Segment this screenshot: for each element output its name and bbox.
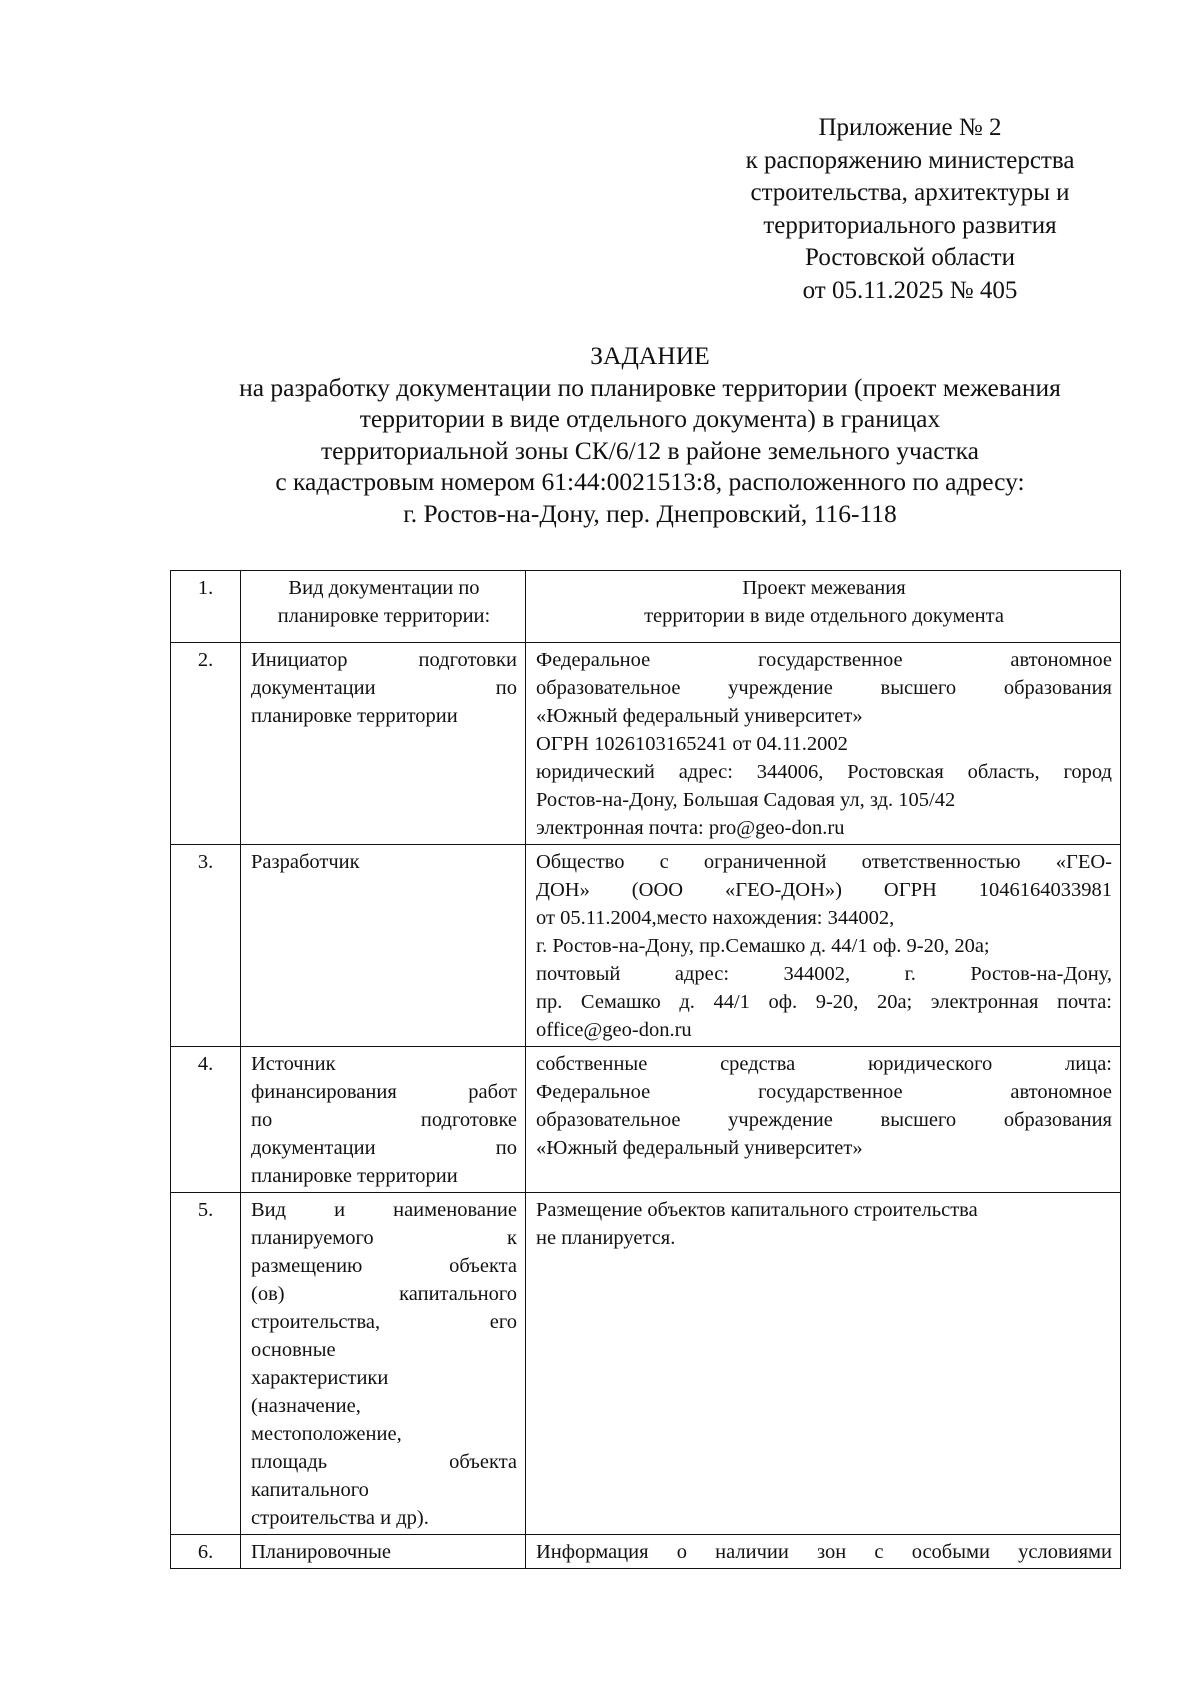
- row-value-line: «Южный федеральный университет»: [536, 1137, 863, 1159]
- row-value-line: ОГРН 1026103165241 от 04.11.2002: [536, 733, 848, 755]
- row-value-line: собственные средства юридического лица:: [536, 1053, 1112, 1075]
- row-value-line: образовательное учреждение высшего образования: [536, 1109, 1112, 1131]
- row-label: [241, 1193, 526, 1535]
- row-label-line: (ов) капитального: [251, 1283, 517, 1305]
- row-label: [241, 1047, 526, 1193]
- table-row: [171, 571, 1121, 643]
- row-label-line: по подготовке: [251, 1109, 517, 1131]
- row-value: [526, 1193, 1121, 1535]
- row-value-line: Информация о наличии зон с особыми условиями: [536, 1541, 1112, 1563]
- title-heading: ЗАДАНИЕ: [590, 341, 710, 370]
- row-value-line: не планируется.: [536, 1227, 676, 1249]
- row-label: [241, 643, 526, 845]
- title-line: г. Ростов-на-Дону, пер. Днепровский, 116-118: [403, 498, 897, 528]
- appendix-header-line: территориального развития: [763, 211, 1057, 239]
- title-line: территории в виде отдельного документа) в границах: [359, 404, 941, 433]
- row-label-line: размещению объекта: [251, 1255, 517, 1277]
- row-label-line: Вид документации по: [288, 577, 480, 599]
- row-number: 6.: [171, 1535, 241, 1569]
- row-value-line: г. Ростов-на-Дону, пр.Семашко д. 44/1 оф. 9-20, 20а;: [536, 935, 990, 957]
- row-label-line: планируемого к: [251, 1227, 517, 1249]
- appendix-header-line: от 05.11.2025 № 405: [802, 276, 1018, 304]
- row-value-line: образовательное учреждение высшего образования: [536, 677, 1112, 699]
- row-label-line: основные: [251, 1339, 336, 1361]
- row-value: [526, 643, 1121, 845]
- row-label-line: планировке территории: [251, 705, 458, 727]
- table-row: [171, 845, 1121, 1047]
- row-value-line: Федеральное государственное автономное: [536, 1081, 1112, 1103]
- row-value-line: от 05.11.2004,место нахождения: 344002,: [536, 907, 895, 929]
- row-label-line: Планировочные: [251, 1541, 391, 1563]
- title-line: территориальной зоны СК/6/12 в районе земельного участка: [321, 435, 979, 465]
- row-value-line: ДОН» (ООО «ГЕО-ДОН») ОГРН 1046164033981: [536, 879, 1112, 901]
- assignment-table: [170, 570, 1121, 1569]
- row-label-line: строительства, его: [251, 1311, 517, 1333]
- appendix-header-line: Ростовской области: [805, 244, 1015, 271]
- appendix-header-line: строительства, архитектуры и: [750, 179, 1070, 206]
- row-label: [241, 845, 526, 1047]
- row-value-line: Федеральное государственное автономное: [536, 649, 1112, 671]
- row-value: [526, 1047, 1121, 1193]
- appendix-header-line: Приложение № 2: [818, 114, 1002, 141]
- row-value-line: Проект межевания: [742, 577, 906, 599]
- row-label: [241, 1535, 526, 1569]
- row-label-line: строительства и др).: [251, 1507, 429, 1529]
- appendix-header-line: к распоряжению министерства: [745, 146, 1075, 174]
- row-label-line: характеристики: [251, 1367, 389, 1389]
- row-label-line: Источник: [251, 1053, 336, 1075]
- row-value: [526, 571, 1121, 643]
- row-value-line: почтовый адрес: 344002, г. Ростов-на-Дону,: [536, 963, 1112, 985]
- row-label-line: планировке территории:: [277, 605, 491, 627]
- appendix-header: [700, 112, 1120, 307]
- row-label-line: документации по: [251, 1137, 517, 1159]
- row-label-line: планировке территории: [251, 1165, 458, 1187]
- row-label-line: Разработчик: [251, 851, 360, 873]
- row-label-line: капитального: [251, 1479, 369, 1501]
- row-value-line: office@geo-don.ru: [536, 1019, 692, 1041]
- row-label-line: (назначение,: [251, 1395, 361, 1417]
- table-row: [171, 1193, 1121, 1535]
- row-value: [526, 1535, 1121, 1569]
- table-row: [171, 1047, 1121, 1193]
- row-value-line: Ростов-на-Дону, Большая Садовая ул, зд. 105/42: [536, 789, 956, 811]
- row-label-line: площадь объекта: [251, 1451, 517, 1473]
- row-label-line: Инициатор подготовки: [251, 649, 517, 671]
- row-value-line: Общество с ограниченной ответственностью «ГЕО-: [536, 851, 1112, 873]
- row-number: 3.: [171, 845, 241, 1047]
- row-label-line: местоположение,: [251, 1423, 402, 1445]
- row-number: 4.: [171, 1047, 241, 1193]
- row-value-line: территории в виде отдельного документа: [644, 605, 1004, 627]
- row-label-line: Вид и наименование: [251, 1199, 517, 1221]
- row-value-line: юридический адрес: 344006, Ростовская область, город: [536, 761, 1112, 783]
- row-number: 5.: [171, 1193, 241, 1535]
- title-line: с кадастровым номером 61:44:0021513:8, расположенного по адресу:: [275, 467, 1025, 496]
- row-value-line: Размещение объектов капитального строительства: [536, 1199, 978, 1221]
- table-row: [171, 1535, 1121, 1569]
- document-title: [100, 340, 1200, 529]
- row-label-line: финансирования работ: [251, 1081, 517, 1103]
- row-number: 2.: [171, 643, 241, 845]
- row-value: [526, 845, 1121, 1047]
- row-value-line: «Южный федеральный университет»: [536, 705, 863, 727]
- title-line: на разработку документации по планировке территории (проект межевания: [239, 372, 1061, 402]
- row-label: [241, 571, 526, 643]
- row-value-line: электронная почта: pro@geo-don.ru: [536, 817, 845, 839]
- row-value-line: пр. Семашко д. 44/1 оф. 9-20, 20а; электронная почта:: [536, 991, 1112, 1013]
- table-row: [171, 643, 1121, 845]
- row-number: 1.: [171, 571, 241, 643]
- row-label-line: документации по: [251, 677, 517, 699]
